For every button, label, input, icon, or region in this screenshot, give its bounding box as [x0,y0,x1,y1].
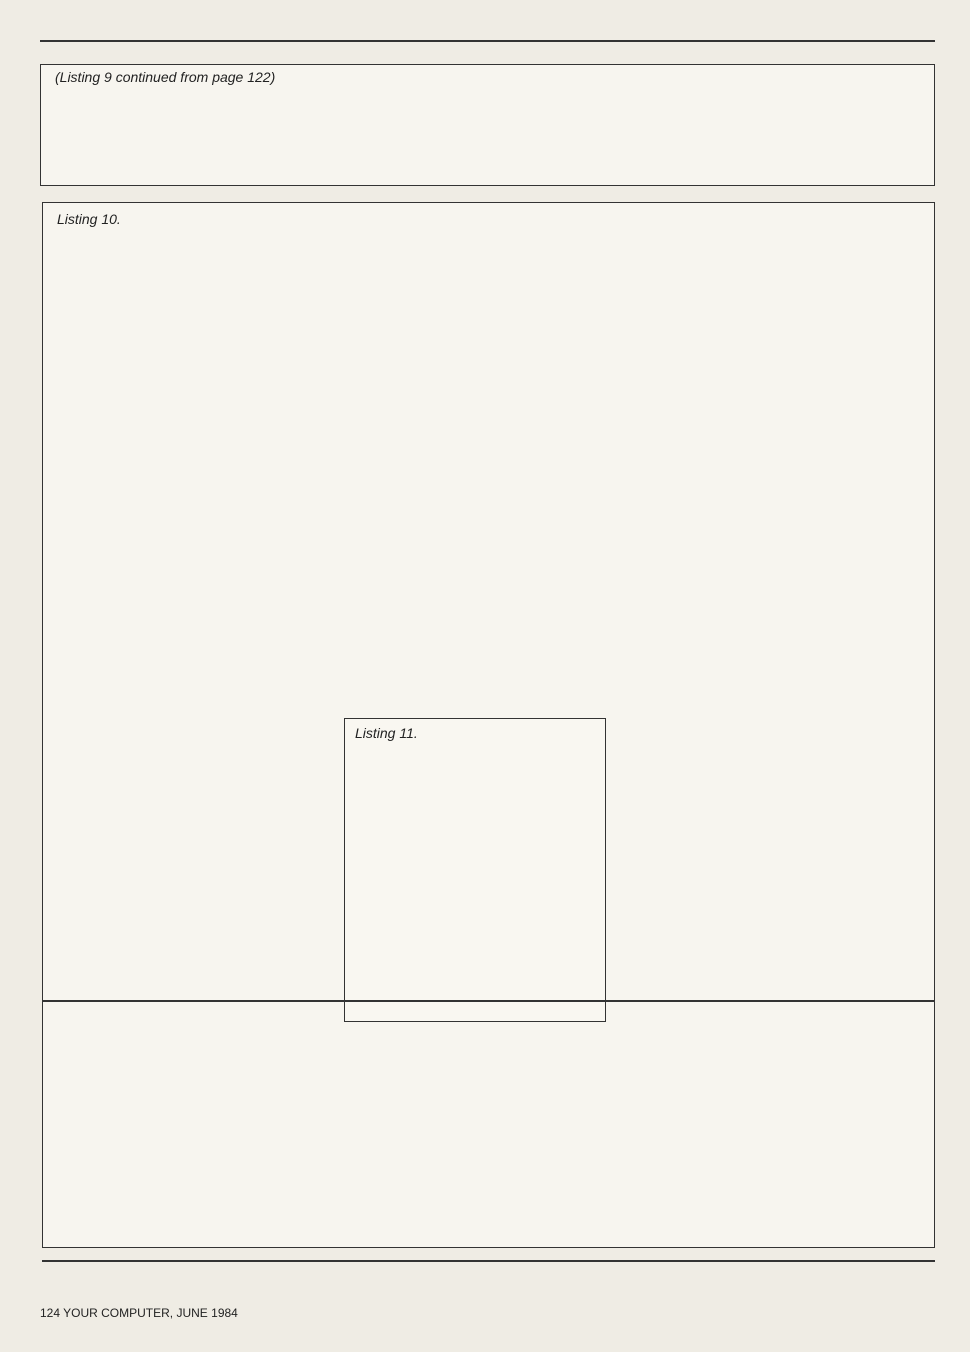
listing-9-box [40,64,935,186]
listing-11-title: Listing 11. [355,725,418,741]
page-footer: 124 YOUR COMPUTER, JUNE 1984 [40,1306,238,1320]
top-rule [40,40,935,42]
listing-12-main [42,1000,935,1002]
listing-9-title: (Listing 9 continued from page 122) [55,69,276,85]
listing-11-box [344,718,606,1022]
listing-10-title: Listing 10. [57,211,121,227]
listing-12-box [42,1260,935,1262]
